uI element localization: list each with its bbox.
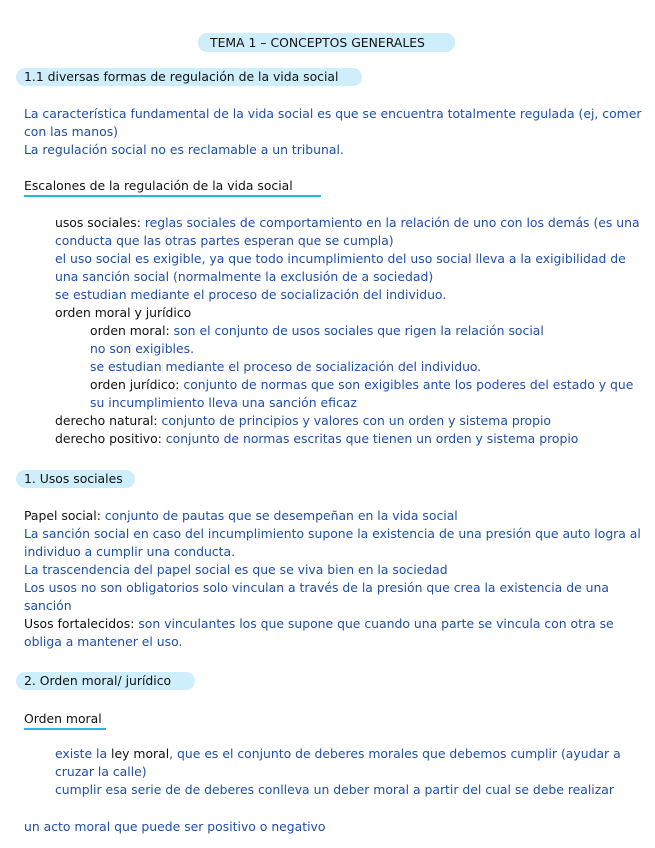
orden-moral-juridico-line: orden moral y jurídico [55, 305, 192, 320]
derecho-positivo-definition: derecho positivo: conjunto de normas escritas que tienen un orden y sistema propio [55, 431, 579, 446]
derecho-natural-definition: derecho natural: conjunto de principios y valores con un orden y sistema propio [55, 413, 552, 428]
page-title: TEMA 1 – CONCEPTOS GENERALES [198, 33, 455, 52]
usos-fortalecidos-definition: Usos fortalecidos: son vinculantes los que supone que cuando una parte se vincula con otra se obliga a mantener el uso. [24, 616, 614, 649]
usos-text: reglas sociales de comportamiento en la relación de uno con los demás (es una conducta que las otras partes esperan que se cumpla) [55, 215, 640, 248]
no-exigibles-line: no son exigibles. [90, 341, 195, 356]
usos-sociales-definition [55, 214, 645, 250]
no-obligatorios-line: Los usos no son obligatorios solo vinculan a través de la presión que crea la existencia de una sanción [24, 580, 609, 613]
section-heading-1-1: 1.1 diversas formas de regulación de la vida social [16, 68, 362, 86]
trascendencia-line: La trascendencia del papel social es que se viva bien en la sociedad [24, 562, 448, 577]
estudian-line-2: se estudian mediante el proceso de socialización del individuo. [90, 359, 482, 374]
section-1-1-line-1: La característica fundamental de la vida social es que se encuentra totalmente regulada (ej, comer con las manos) [24, 106, 642, 139]
orden-moral-definition: orden moral: son el conjunto de usos sociales que rigen la relación social [90, 323, 544, 338]
cumplir-line: cumplir esa serie de de deberes conlleva un deber moral a partir del cual se debe realizar [55, 782, 614, 797]
usos-label: usos sociales: [55, 215, 141, 230]
section-heading-usos-sociales: 1. Usos sociales [16, 470, 135, 488]
section-heading-orden-moral-juridico: 2. Orden moral/ jurídico [16, 672, 195, 690]
exigible-line: el uso social es exigible, ya que todo incumplimiento del uso social lleva a la exigibilidad de una sanción social (normalmente la exclusión de a sociedad) [55, 251, 626, 284]
acto-moral-line: un acto moral que puede ser positivo o negativo [24, 819, 326, 834]
estudian-line: se estudian mediante el proceso de socialización del individuo. [55, 287, 447, 302]
orden-moral-subheading: Orden moral [24, 710, 106, 730]
orden-juridico-definition: orden jurídico: conjunto de normas que son exigibles ante los poderes del estado y que su incumplimiento lleva una sanción eficaz [90, 377, 634, 410]
section-1-1-line-2: La regulación social no es reclamable a un tribunal. [24, 142, 344, 157]
sancion-line: La sanción social en caso del incumplimiento supone la existencia de una presión que auto logra al individuo a cumplir una conducta. [24, 526, 641, 559]
escalones-heading: Escalones de la regulación de la vida social [24, 177, 321, 197]
papel-social-definition: Papel social: conjunto de pautas que se desempeñan en la vida social [24, 508, 458, 523]
ley-moral-line: existe la ley moral, que es el conjunto de deberes morales que debemos cumplir (ayudar a cruzar la calle) [55, 746, 621, 779]
